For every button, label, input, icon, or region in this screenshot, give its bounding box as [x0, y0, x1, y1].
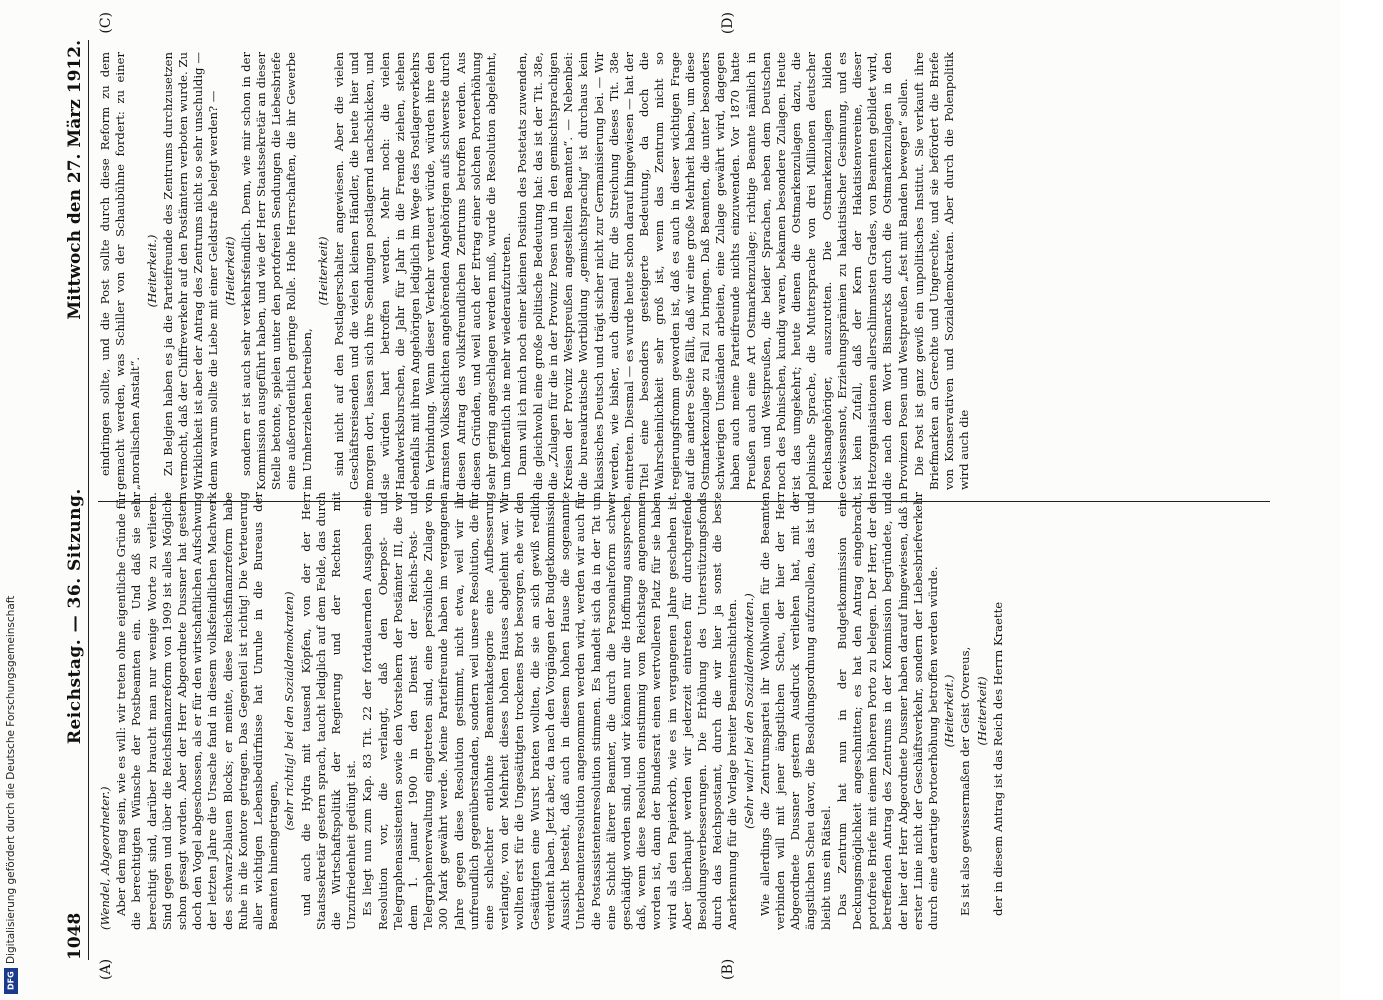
session-date: Mittwoch den 27. März 1912.: [65, 40, 85, 320]
page-header: [62, 40, 89, 960]
paragraph: Die Post ist ganz gewiß ein unpolitisches Institut. Sie verkauft ihre Briefmarken an Gerechte und Ungerechte, und sie befördert die Briefe von Konservativen und Sozialdemokraten. Aber durch die Polenpolitik wird auch die: [911, 52, 972, 490]
speaker-line: (Wendel, Abgeordneter.): [98, 786, 112, 930]
page-number: 1048: [65, 912, 85, 960]
interjection: (Heiterkeit.): [942, 674, 957, 748]
dfg-logo: DFG: [4, 968, 18, 994]
credit-text: Digitalisierung gefördert durch die Deutsche Forschungsgemeinschaft: [5, 595, 17, 964]
interjection: (Heiterkeit.): [144, 234, 159, 308]
interjection: (Heiterkeit): [315, 236, 330, 306]
right-text-column: [98, 52, 1300, 490]
margin-marker-b: (B): [720, 958, 736, 980]
paragraph: der in diesem Antrag ist das Reich des Herrn Kraette: [990, 601, 1005, 916]
paragraph: sind nicht auf den Postlagerschalter angewiesen. Aber die vielen Geschäftsreisenden und die vielen kleinen Händler, die heute hier und morgen dort, lassen sich ihre Sendungen postlagernd nachschicken, und sie würden hart betroffen werden. Mehr noch: die vielen Handwerksburschen, die Jahr für Jahr in die Fremde ziehen, stehen ebenfalls mit ihren Angehörigen lediglich im Wege des Postlagerverkehrs in Verbindung. Wenn dieser Verkehr verteuert würde, würden ihre den ärmsten Volksschichten angehörenden Angehörigen aufs schwerste durch diesen Antrag des volksfreundlichen Zentrums betroffen werden. Aus diesen Gründen, und weil auch der Ertrag einer solchen Portoerhöhung sehr gering angeschlagen werden muß, wurde die Resolution abgelehnt, um hoffentlich nie mehr wiederaufzutreten.: [332, 52, 514, 490]
left-text-column: [98, 492, 1300, 930]
margin-marker-a: (A): [98, 958, 114, 980]
paragraph: Zu Belgien haben es ja die Parteifreunde des Zentrums durchzusetzen vermocht, daß der Chiffreverkehr auf den Postämtern verboten wurde. Zu Wirklichkeit ist aber der Antrag des Zentrums nicht so sehr unschuldig — denn warum sollte die Liebe mit einer Geldstrafe belegt werden? —: [160, 52, 221, 490]
paragraph: Es ist also gewissermaßen der Geist Overeus,: [958, 646, 973, 916]
interjection: (Heiterkeit): [222, 236, 237, 306]
paragraph: Das Zentrum hat nun in der Budgetkommission eine Deckungsmöglichkeit angeschnitten; es hat den Antrag eingebracht, portofreie Briefe mit einem höheren Porto zu belegen. Der Herr, der den betreffenden Antrag des Zentrums in der Kommission begründete, und der hier der Herr Abgeordnete Dussner haben darauf hingewiesen, daß in erster Linie nicht der Geschäftsverkehr, sondern der Liebesbriefverkehr durch eine derartige Portoerhöhung betroffen werden würde.: [834, 492, 940, 930]
paragraph: sondern er ist auch sehr verkehrsfeindlich. Denn, wie mir schon in der Kommission ausgeführt haben, und wie der Herr Staatssekretär an dieser Stelle betonte, spielen unter den portofreien Sendungen die Liebesbriefe eine außerordentlich geringe Rolle. Hohe Herrschaften, die ihr Gewerbe im Umherziehen betreiben,: [238, 52, 314, 490]
interjection: (Sehr wahr! bei den Sozialdemokraten.): [741, 593, 756, 829]
interjection: (sehr richtig! bei den Sozialdemokraten): [282, 591, 297, 831]
paragraph: Wie allerdings die Zentrumspartei ihr Wohlwollen für die Beamten verbinden will mit jener ängstlichen Scheu, der hier der Herr Abgeordnete Dussner gestern Ausdruck verliehen hat, mit der ängstlichen Scheu davor, die Besoldungsordnung aufzurollen, das ist und bleibt uns ein Rätsel.: [757, 492, 833, 930]
column-divider: [98, 501, 1270, 502]
margin-marker-c: (C): [98, 12, 114, 34]
page-title: Reichstag. — 36. Sitzung.: [65, 488, 85, 745]
paragraph: Es liegt nun zum Kap. 83 Tit. 22 der fortdauernden Ausgaben eine Resolution vor, die verlangt, daß den Oberpost- und Telegraphenassistenten sowie den Vorstehern der Postämter III, die vor dem 1. Januar 1900 in den Dienst der Reichs-Post- und Telegraphenverwaltung eingetreten sind, eine persönliche Zulage von 300 Mark gewährt werde. Meine Parteifreunde haben im vergangenen Jahre gegen diese Resolution gestimmt, nicht etwa, weil wir ihr unfreundlich gegenüberstanden, sondern weil unsere Resolution, die für eine schlechter entlohnte Beamtenkategorie eine Aufbesserung verlangte, von der Mehrheit dieses hohen Hauses abgelehnt war. Wir wollten erst für die Ungesättigten trockenes Brot besorgen, ehe wir den Gesättigten eine Wurst braten wollten, die sie an sich gewiß redlich verdient haben. Jetzt aber, da nach den Vorgängen der Budgetkommission Aussicht besteht, daß auch in diesem hohen Hause die sogenannte Unterbeamtenresolution angenommen werden wird, werden wir auch für die Postassistentenresolution stimmen. Es handelt sich da in der Tat um eine Schicht älterer Beamter, die durch die Personalreform schwer geschädigt worden sind, und wir können nur die Hoffnung aussprechen, daß, wenn diese Resolution einstimmig vom Reichstage angenommen worden ist, dann der Bundesrat einen wertvolleren Platz für sie haben wird als den Papierkorb, wie es im vergangenen Jahre geschehen ist. Aber überhaupt werden wir jederzeit eintreten für durchgreifende Besoldungsverbesserungen. Die Erhöhung des Unterstützungsfonds durch das Reichspostamt, durch die wir hier ja sonst die beste Anerkennung für die Vorlage breiter Beamtenschichten.: [360, 492, 740, 930]
paragraph: und auch die Hydra mit tausend Köpfen, von der der Herr Staatssekretär gestern sprach, taucht lediglich auf dem Felde, das durch die Wirtschaftspolitik der Regierung und der Rechten mit Unzufriedenheit gedüngt ist.: [298, 492, 359, 930]
paragraph: eindringen sollte, und die Post sollte durch diese Reform zu dem gemacht werden, was Schiller von der Schaubühne fordert: zu einer „moralischen Anstalt“.: [98, 52, 143, 490]
interjection: (Heiterkeit): [974, 676, 989, 746]
paragraph: Dann will ich mich noch einer kleinen Position des Postetats zuwenden, die gleichwohl eine große politische Bedeutung hat: das ist der Tit. 38e, die „Zulagen für die in der Provinz Posen und in den gemischtsprachigen Kreisen der Provinz Westpreußen angestellten Beamten“. — Nebenbei: die bureaukratische Wortbildung „gemischtsprachig“ ist durchaus kein klassisches Deutsch und trägt sicher nicht zur Germanisierung bei. — Wir werden, wie bisher, auch diesmal für die Streichung dieses Tit. 38e eintreten. Diesmal — es wurde heute schon darauf hingewiesen — hat der Titel eine besonders gesteigerte Bedeutung, da doch die Wahrscheinlichkeit sehr groß ist, wenn das Zentrum nicht so regierungsfromm geworden ist, daß es auch in dieser wichtigen Frage auf die andere Seite fällt, daß wir eine große Mehrheit haben, um diese Ostmarkenzulage zu Fall zu bringen. Daß Beamten, die unter besonders schwierigen Umständen arbeiten, eine Zulage gewährt wird, dagegen haben auch meine Parteifreunde nichts einzuwenden. Vor 1870 hatte Preußen auch eine Art Ostmarkenzulage; richtige Beamte nämlich in Posen und Westpreußen, die beider Sprachen, neben dem Deutschen noch des Polnischen, kundig waren, bekamen besondere Zulagen. Heute ist das umgekehrt; heute dienen die Ostmarkenzulagen dazu, die polnische Sprache, die Muttersprache von drei Millionen deutscher Reichsangehöriger, auszurotten. Die Ostmarkenzulagen bilden Gewissensnot, Erziehungsprämien zu hakatistischer Gesinnung, und es ist kein Zufall, daß der Kern der Hakatistenvereine, dieser Hetzorganisationen allerschlimmsten Grades, von Beamten gebildet wird, die nach dem Wort Bismarcks durch die Ostmarkenzulagen in den Provinzen Posen und Westpreußen „fest mit Banden bewegen“ sollen.: [515, 52, 910, 490]
paragraph: Aber dem mag sein, wie es will: wir treten ohne eigentliche Gründe für die berechtigten Wünsche der Postbeamten ein. Und daß sie sehr berechtigt sind, darüber braucht man nur wenige Worte zu verlieren. Sind gegen und über die Reichsfinanzreform von 1909 ist alles Mögliche schon gesagt worden. Aber der Herr Abgeordnete Dussner hat gestern doch den Vogel abgeschossen, als er für den wirtschaftlichen Aufschwung der letzten Jahre die Ursache fand in diesem volksfeindlichen Machwerk des schwarz-blauen Blocks; er meinte, diese Reichsfinanzreform habe Ruhe in die Kontore getragen. Das Gegenteil ist richtig! Die Verteuerung aller wichtigen Lebensbedürfnisse hat Unruhe in die Bureaus der Beamten hineingetragen,: [114, 492, 281, 930]
dfg-credit: [4, 494, 18, 994]
margin-marker-d: (D): [720, 12, 736, 35]
